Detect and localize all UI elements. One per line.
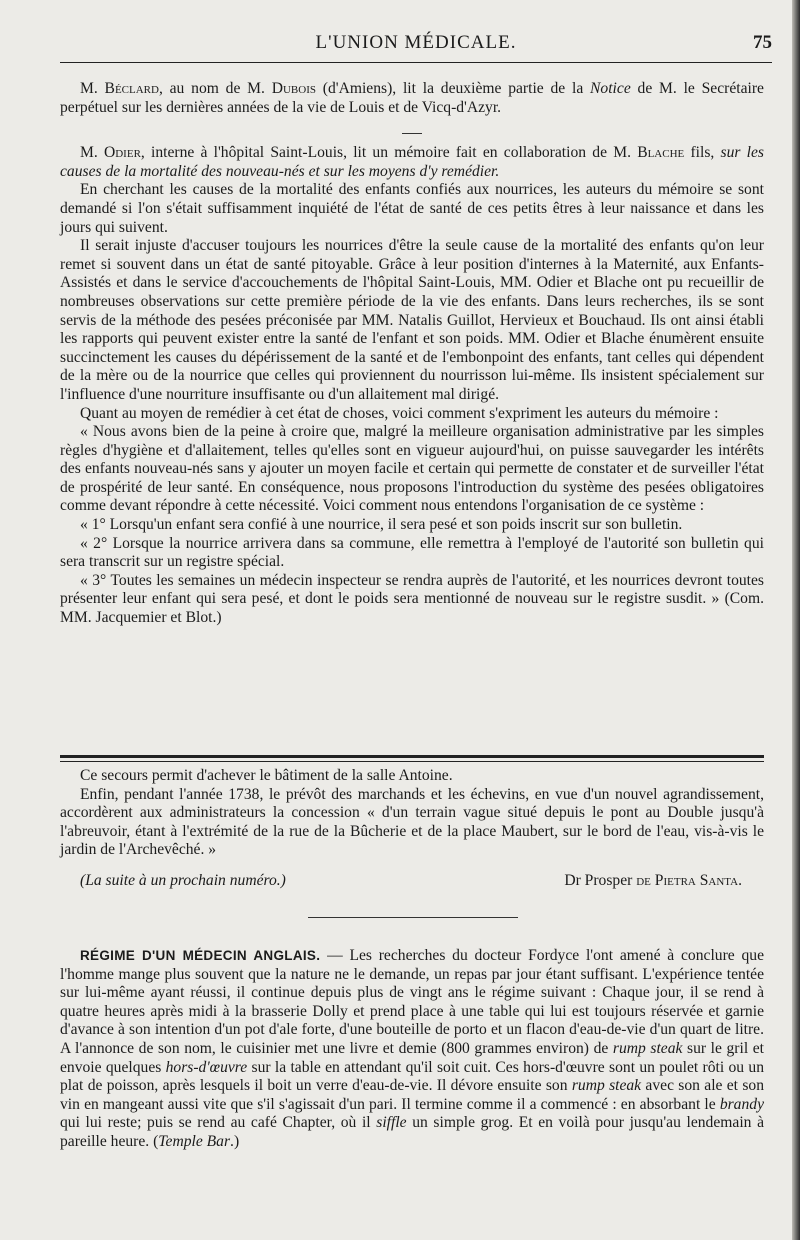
journal-title: L'UNION MÉDICALE. — [315, 32, 517, 53]
body-paragraph: Il serait injuste d'accuser toujours les nourrices d'être la seule cause de la mortalité des enfants qu'on leur remet si souvent dans un état de santé pitoyable. Grâce à leur position d'internes à la Maternité, aux Enfants-Assistés et dans le service d'accouchements de l'hôpital Saint-Louis, MM. Odier et Blache ont pu recueillir de nombreuses observations sur cette première période de la vie des enfants. Dans leurs recherches, ils se sont servis de la méthode des pesées préconisée par MM. Natalis Guillot, Hervieux et Bouchaud. Ils ont ainsi établi les rapports qui peuvent exister entre la santé de l'enfant et son poids. MM. Odier et Blache énumèrent ensuite succinctement les causes du dépérissement de la santé et de l'embonpoint des enfants, tant celles qui dépendent de la mère ou de la nourrice que celles qui proviennent du nourrisson lui-même. Ils insistent spécialement sur l'influence d'une nourriture insuffisante ou d'un allaitement mal dirigé. — [60, 237, 764, 403]
feuilleton-paragraph: Enfin, pendant l'année 1738, le prévôt des marchands et les échevins, en vue d'un nouvel agrandissement, accordèrent aux administrateurs la concession « d'un terrain vague situé depuis le pont au Double jusqu'à l'abreuvoir, étant à l'extrémité de la rue de la Bûcherie et de la place Maubert, sur le bord de l'eau, vis-à-vis le jardin de l'Archevêché. » — [60, 785, 764, 859]
body-paragraph: En cherchant les causes de la mortalité des enfants confiés aux nourrices, les auteurs du mémoire se sont demandé si l'on s'était suffisamment inquiété de l'état de santé de ces petits êtres à leur naissance et dans les jours qui suivent. — [60, 181, 764, 236]
page-edge-shadow — [792, 0, 800, 1240]
double-rule-thin — [60, 761, 764, 762]
author-signature: Dr Prosper de Pietra Santa. — [564, 872, 742, 889]
feuilleton-continuation — [60, 767, 764, 860]
header-rule — [60, 62, 772, 63]
odier-paragraph: M. Odier, interne à l'hôpital Saint-Louis, lit un mémoire fait en collaboration de M. Blache fils, sur les causes de la mortalité des nouveau-nés et sur les moyens d'y remédier. — [60, 144, 765, 180]
beclard-paragraph: M. Béclard, au nom de M. Dubois (d'Amiens), lit la deuxième partie de la Notice de M. le Secrétaire perpétuel sur les dernières années de la vie de Louis et de Vicq-d'Azyr. — [60, 80, 764, 116]
running-header — [60, 32, 772, 58]
short-dash — [402, 133, 422, 134]
quote-item: « 2° Lorsque la nourrice arrivera dans sa commune, elle remettra à l'employé de l'autorité son bulletin qui sera transcrit sur un registre spécial. — [60, 534, 764, 571]
page-number: 75 — [753, 32, 772, 53]
quote-item: « 1° Lorsqu'un enfant sera confié à une nourrice, il sera pesé et son poids inscrit sur son bulletin. — [80, 516, 683, 534]
feuilleton-paragraph: Ce secours permit d'achever le bâtiment de la salle Antoine. — [80, 767, 453, 784]
section-heading: RÉGIME D'UN MÉDECIN ANGLAIS. — [80, 948, 321, 963]
body-paragraph: Quant au moyen de remédier à cet état de choses, voici comment s'expriment les auteurs du mémoire : — [80, 404, 719, 422]
section-separator — [308, 917, 518, 918]
quote-item: « 3° Toutes les semaines un médecin inspecteur se rendra auprès de l'autorité, et les nourrices devront toutes présenter leur enfant qui sera pesé, et dont le poids sera mentionné de nouveau sur le registre susdit. » (Com. MM. Jacquemier et Blot.) — [60, 571, 764, 627]
anecdote-section — [60, 947, 764, 1152]
double-rule-thick — [60, 755, 764, 758]
feuilleton-signoff — [80, 872, 742, 892]
academy-proceedings — [60, 80, 764, 628]
anecdote-paragraph: RÉGIME D'UN MÉDECIN ANGLAIS. — Les recherches du docteur Fordyce l'ont amené à conclure que l'homme mange plus souvent que la nature ne le demande, un repas par jour étant suffisant. L'expérience tentée sur lui-même ayant réussi, il continue depuis plus de vingt ans le régime suivant : Chaque jour, il se rend à quatre heures après midi à la brasserie Dolly et prend place à une table qui lui est toujours réservée et garnie d'avance à son intention d'un pot d'ale forte, d'une bouteille de porto et un flacon d'eau-de-vie d'un quart de litre. A l'annonce de son nom, le cuisinier met une livre et demie (800 grammes environ) de rump steak sur le gril et envoie quelques hors-d'œuvre sur la table en attendant qu'il soit cuit. Ces hors-d'œuvre sont un poulet rôti ou un plat de poisson, après lesquels il boit un verre d'eau-de-vie. Il dévore ensuite son rump steak avec son ale et son vin en mangeant aussi vite que s'il s'agissait d'un pari. Il termine comme il a commencé : en absorbant le brandy qui lui reste; puis se rend au café Chapter, où il siffle un simple grog. Et en voilà pour jusqu'au lendemain à pareille heure. (Temple Bar.) — [60, 947, 764, 1150]
quote-paragraph: « Nous avons bien de la peine à croire que, malgré la meilleure organisation administrative par les simples règles d'hygiène et d'allaitement, telles qu'elles sont en vigueur aujourd'hui, on puisse sauvegarder les intérêts des enfants nouveau-nés sans y ajouter un moyen facile et certain qui permette de constater et de surveiller l'état de prospérité de leur santé. En conséquence, nous proposons l'introduction du système des pesées obligatoires comme devant répondre à cette nécessité. Voici comment nous entendons l'organisation de ce système : — [60, 423, 764, 515]
to-be-continued: (La suite à un prochain numéro.) — [80, 872, 286, 889]
